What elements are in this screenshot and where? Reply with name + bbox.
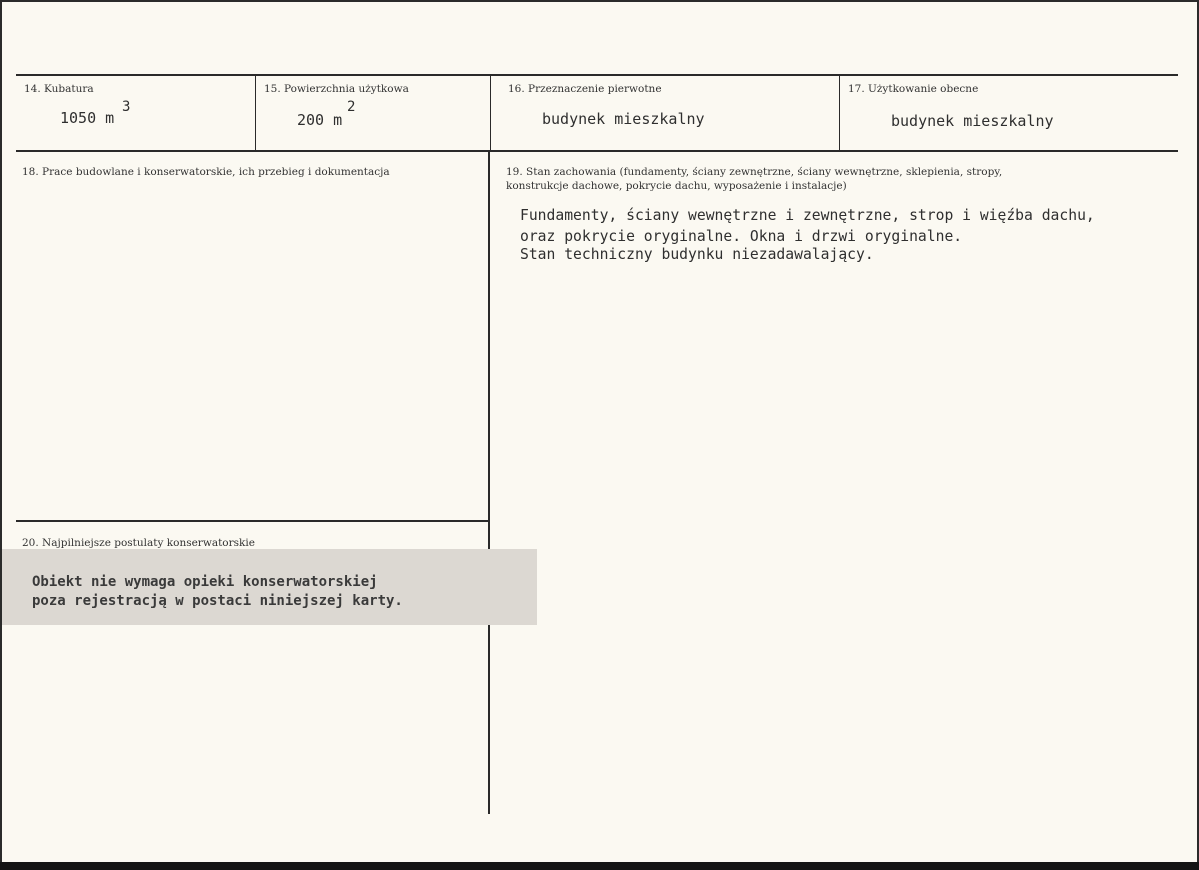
field-19-label-line1: 19. Stan zachowania (fundamenty, ściany zewnętrzne, ściany wewnętrzne, sklepienia, stropy, bbox=[506, 166, 1003, 178]
col-rule-15-16 bbox=[490, 76, 491, 150]
field-16-value: budynek mieszkalny bbox=[542, 110, 705, 128]
field-20-text-line1: Obiekt nie wymaga opieki konserwatorskiej bbox=[32, 574, 378, 590]
field-20-text-line2: poza rejestracją w postaci niniejszej karty. bbox=[32, 593, 403, 609]
field-19-label-line2: konstrukcje dachowe, pokrycie dachu, wyposażenie i instalacje) bbox=[506, 180, 847, 192]
field-17-value: budynek mieszkalny bbox=[891, 112, 1054, 130]
field-14-value: 1050 m bbox=[60, 109, 115, 127]
scan-edge bbox=[0, 862, 1199, 870]
col-rule-14-15 bbox=[255, 76, 256, 150]
field-14-exponent: 3 bbox=[122, 99, 131, 115]
field-17-label: 17. Użytkowanie obecne bbox=[848, 83, 979, 95]
field-19-text-line2: oraz pokrycie oryginalne. Okna i drzwi oryginalne. bbox=[520, 228, 963, 245]
row-rule-1 bbox=[16, 150, 1178, 152]
field-20-label: 20. Najpilniejsze postulaty konserwatorskie bbox=[22, 537, 255, 549]
field-19-text-line3: Stan techniczny budynku niezadawalający. bbox=[520, 246, 874, 263]
field-19-text-line1: Fundamenty, ściany wewnętrzne i zewnętrzne, strop i więźba dachu, bbox=[520, 207, 1095, 224]
form-sheet bbox=[2, 2, 1197, 862]
field-14-label: 14. Kubatura bbox=[24, 83, 94, 95]
field-15-exponent: 2 bbox=[347, 99, 356, 115]
col-rule-main bbox=[488, 152, 490, 814]
field-15-value: 200 m bbox=[297, 111, 343, 129]
top-rule bbox=[16, 74, 1178, 76]
col-rule-16-17 bbox=[839, 76, 840, 150]
field-16-label: 16. Przeznaczenie pierwotne bbox=[508, 83, 662, 95]
row-rule-20 bbox=[16, 520, 488, 522]
field-15-label: 15. Powierzchnia użytkowa bbox=[264, 83, 409, 95]
field-18-label: 18. Prace budowlane i konserwatorskie, ich przebieg i dokumentacja bbox=[22, 166, 390, 178]
